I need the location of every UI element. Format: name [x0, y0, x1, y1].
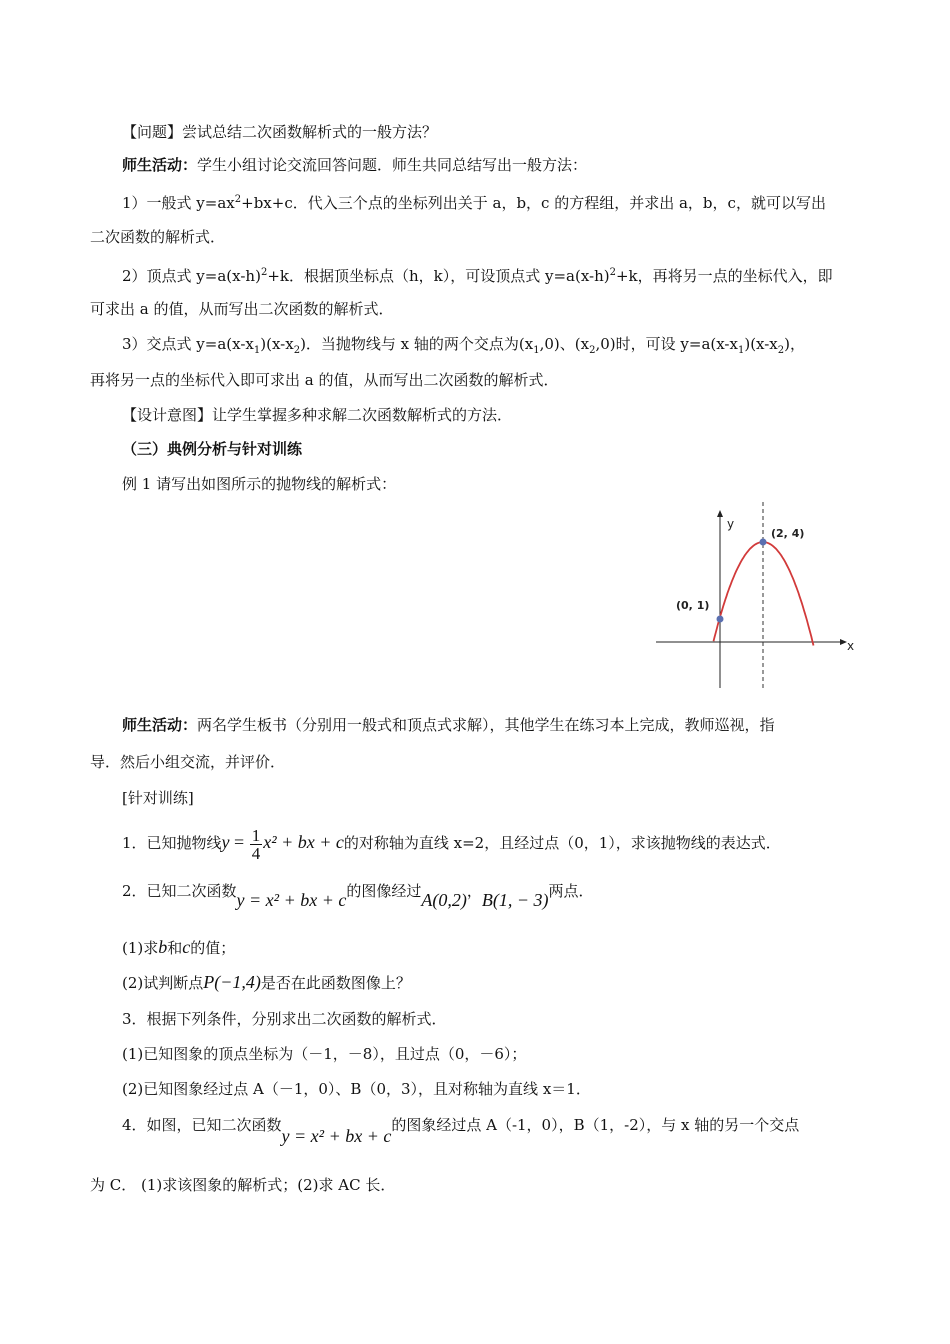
vertex-label: (2, 4) — [771, 527, 805, 540]
activity1-line — [122, 155, 587, 175]
activity2-text: 两名学生板书（分别用一般式和顶点式求解），其他学生在练习本上完成，教师巡视，指 — [197, 716, 775, 734]
section-title: （三）典例分析与针对训练 — [122, 440, 303, 458]
method2-line1 — [122, 263, 833, 286]
q1-denominator: 4 — [251, 843, 261, 863]
method3-s2: 2 — [293, 345, 301, 356]
x-axis-arrow-icon — [840, 639, 847, 645]
question-3-2: (2)已知图象经过点 A（－1，0）、B（0，3），且对称轴为直线 x＝1． — [122, 1080, 591, 1098]
method2-text-a: 2）顶点式 y=a(x-h) — [122, 267, 261, 285]
question-4-line2: 为 C． (1)求该图象的解析式；(2)求 AC 长． — [90, 1176, 396, 1194]
q2-2-post: 是否在此函数图像上？ — [260, 974, 411, 992]
q2-post: 两点． — [548, 882, 594, 900]
q2-1-and: 和 — [167, 939, 183, 957]
y-axis-arrow-icon — [717, 510, 723, 517]
activity1-text: 学生小组讨论交流回答问题．师生共同总结写出一般方法： — [197, 156, 588, 174]
question-1 — [122, 822, 781, 863]
q4-pre: 4．如图，已知二次函数 — [122, 1116, 282, 1134]
q2-2-point-p: P(−1,4) — [203, 972, 261, 992]
q1-y: y — [221, 832, 230, 852]
q2-1-c: c — [182, 937, 191, 957]
q1-fraction — [250, 827, 263, 862]
method1-text-a: 1）一般式 y=ax — [122, 194, 235, 212]
question-3-1: (1)已知图象的顶点坐标为（－1，－8），且过点（0，－6）； — [122, 1045, 527, 1063]
method3-c: )．当抛物线与 x 轴的两个交点为(x — [300, 335, 534, 353]
question-2 — [122, 880, 594, 910]
q1-post: 的对称轴为直线 x=2，且经过点（0，1），求该抛物线的表达式． — [343, 834, 781, 852]
method1-line2: 二次函数的解析式． — [90, 228, 226, 246]
method1-sup: 2 — [234, 194, 242, 205]
method3-s1: 1 — [253, 345, 261, 356]
q2-expr: y = x² + bx + c — [236, 890, 347, 910]
activity1-tag: 师生活动： — [122, 156, 198, 174]
vertex-point — [760, 539, 767, 546]
method3-b: )(x-x — [260, 335, 294, 353]
method3-s6: 2 — [777, 345, 785, 356]
method3-f: )(x-x — [744, 335, 778, 353]
method2-text-b: +k．根据顶坐标点（h，k），可设顶点式 y=a(x-h) — [267, 267, 610, 285]
method3-s3: 1 — [533, 345, 540, 356]
design-line — [122, 405, 512, 425]
activity2-line2: 导．然后小组交流，并评价． — [90, 753, 286, 771]
training-title: [针对训练] — [122, 789, 194, 807]
method2-sup2: 2 — [609, 267, 616, 278]
q2-point-b: B(1, − 3) — [481, 890, 549, 910]
question-2-2 — [122, 972, 411, 993]
example1: 例 1 请写出如图所示的抛物线的解析式： — [122, 475, 397, 493]
y-axis-label: y — [727, 517, 735, 531]
q4-post: 的图象经过点 A（-1，0），B（1，-2），与 x 轴的另一个交点 — [391, 1116, 800, 1134]
q4-expr: y = x² + bx + c — [281, 1126, 392, 1146]
question-2-1 — [122, 937, 235, 958]
q2-mid: 的图像经过 — [346, 882, 422, 900]
q2-1-b: b — [158, 937, 168, 957]
method3-e: ,0)时，可设 y=a(x-x — [595, 335, 738, 353]
q1-eq: = — [229, 832, 249, 852]
method3-a: 3）交点式 y=a(x-x — [122, 335, 254, 353]
method3-g: )， — [784, 335, 806, 353]
q2-1-pre: (1)求 — [122, 939, 159, 957]
q2-comma: ， — [466, 882, 482, 900]
method3-s5: 1 — [737, 345, 745, 356]
question-3: 3．根据下列条件，分别求出二次函数的解析式． — [122, 1010, 447, 1028]
q1-expr: x² + bx + c — [263, 832, 344, 852]
intercept-label: (0, 1) — [676, 599, 710, 612]
activity2-tag: 师生活动： — [122, 716, 198, 734]
method3-d: ,0)、(x — [539, 335, 590, 353]
intercept-point — [717, 616, 724, 623]
method1-text-b: +bx+c．代入三个点的坐标列出关于 a，b，c 的方程组，并求出 a，b，c，就可以写出 — [241, 194, 826, 212]
q2-point-a: A(0,2) — [421, 890, 467, 910]
q2-2-pre: (2)试判断点 — [122, 974, 204, 992]
method3-line2: 再将另一点的坐标代入即可求出 a 的值，从而写出二次函数的解析式． — [90, 371, 559, 389]
question-4 — [122, 1114, 800, 1146]
parabola-graph — [650, 500, 860, 690]
problem-line — [122, 122, 437, 142]
design-tag: 【设计意图】 — [122, 406, 213, 424]
method3-line1 — [122, 334, 805, 361]
problem-text: 尝试总结二次函数解析式的一般方法？ — [182, 123, 438, 141]
x-axis-label: x — [847, 639, 855, 653]
q1-numerator: 1 — [251, 825, 261, 845]
problem-tag: 【问题】 — [122, 123, 183, 141]
activity2-line1 — [122, 715, 775, 735]
method1-line1 — [122, 190, 826, 213]
method3-s4: 2 — [589, 345, 596, 356]
q2-pre: 2．已知二次函数 — [122, 882, 237, 900]
method2-sup: 2 — [260, 267, 268, 278]
q2-1-post: 的值； — [190, 939, 236, 957]
design-text: 让学生掌握多种求解二次函数解析式的方法． — [212, 406, 513, 424]
method2-text-c: +k，再将另一点的坐标代入，即 — [615, 267, 833, 285]
method2-line2: 可求出 a 的值，从而写出二次函数的解析式． — [90, 300, 394, 318]
q1-pre: 1．已知抛物线 — [122, 834, 222, 852]
